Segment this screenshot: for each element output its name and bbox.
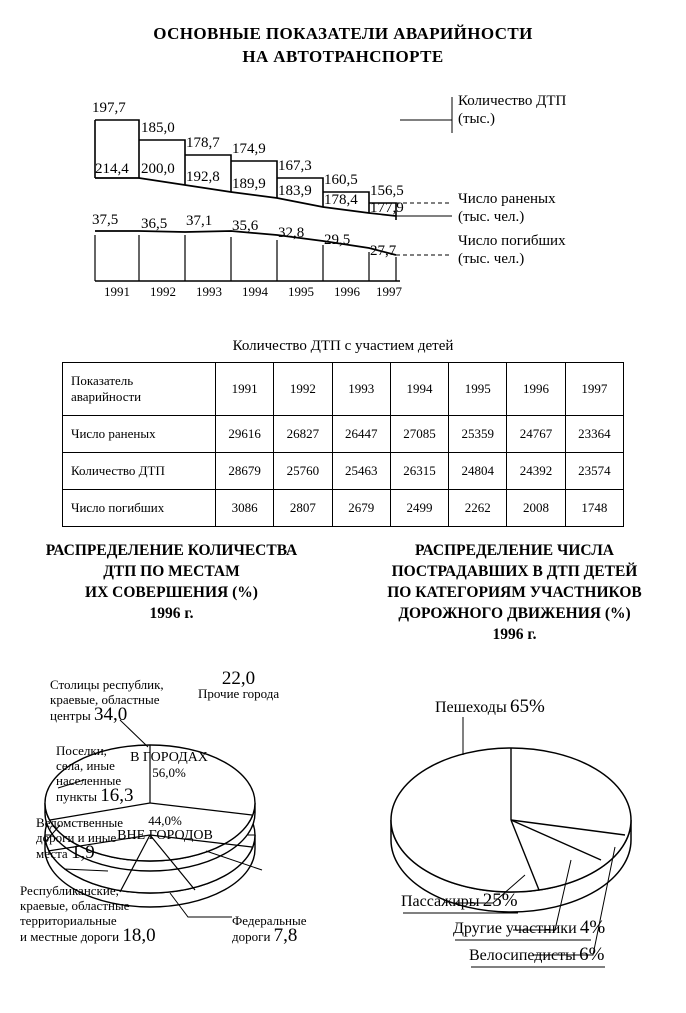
right-pie-title-year: 1996 г.	[492, 626, 537, 643]
callout-cyclists	[469, 944, 605, 965]
callout-departmental-l2: дороги и иные	[36, 830, 117, 845]
callout-federal-roads	[232, 913, 340, 944]
table-cell: 28679	[216, 453, 274, 490]
table-cell: 23364	[565, 416, 623, 453]
left-pie-title-line1: РАСПРЕДЕЛЕНИЕ КОЛИЧЕСТВА	[45, 542, 298, 559]
callout-capitals	[50, 677, 200, 723]
callout-cyclists-label: Велосипедисты	[469, 947, 576, 964]
left-pie-chart	[0, 655, 343, 1008]
callout-capitals-l1: Столицы республик,	[50, 677, 164, 692]
right-pie-chart	[343, 655, 686, 1008]
table-cell: 3086	[216, 490, 274, 527]
injured-label-1993: 192,8	[186, 169, 220, 185]
x-axis-year-1992: 1992	[150, 284, 176, 299]
table-col-1994: 1994	[390, 363, 448, 416]
in-cities-value: 56,0%	[152, 765, 186, 780]
callout-passengers-value: 25%	[482, 890, 518, 911]
table-cell: 2679	[332, 490, 390, 527]
table-cell: 29616	[216, 416, 274, 453]
killed-label-1997: 27,7	[370, 243, 397, 259]
callout-other-cities-value: 22,0	[221, 668, 256, 689]
left-pie-title	[0, 540, 343, 624]
callout-settlements-value: 16,3	[100, 785, 134, 806]
callout-other-cities	[198, 668, 280, 701]
callout-federal-l1: Федеральные	[232, 913, 307, 928]
callout-pedestrians	[435, 696, 545, 717]
right-pie-title-line2: ПОСТРАДАВШИХ В ДТП ДЕТЕЙ	[391, 563, 638, 580]
legend-killed-line2: (тыс. чел.)	[458, 251, 525, 267]
callout-republican-l3: территориальные	[20, 913, 117, 928]
table-cell: 2499	[390, 490, 448, 527]
left-pie-title-year: 1996 г.	[149, 605, 194, 622]
right-pie-title-line4: ДОРОЖНОГО ДВИЖЕНИЯ (%)	[398, 605, 631, 622]
dtp-label-1997: 156,5	[370, 183, 404, 199]
table-col-1993: 1993	[332, 363, 390, 416]
callout-departmental-l1: Ведомственные	[36, 815, 124, 830]
callout-settlements-l1: Поселки,	[56, 743, 107, 758]
accident-indicators-chart	[0, 85, 686, 315]
injured-label-1991: 214,4	[95, 161, 129, 177]
injured-label-1994: 189,9	[232, 176, 266, 192]
right-pie-title-line3: ПО КАТЕГОРИЯМ УЧАСТНИКОВ	[387, 584, 642, 601]
callout-other-participants	[453, 917, 606, 938]
table-col-1991: 1991	[216, 363, 274, 416]
table-cell: 27085	[390, 416, 448, 453]
page-title-line1: ОСНОВНЫЕ ПОКАЗАТЕЛИ АВАРИЙНОСТИ	[153, 24, 533, 43]
table-col-1996: 1996	[507, 363, 565, 416]
x-axis-year-1994: 1994	[242, 284, 268, 299]
legend-killed-line1: Число погибших	[458, 233, 566, 249]
table-col-1997: 1997	[565, 363, 623, 416]
callout-republican-l4: и местные дороги	[20, 929, 120, 944]
callout-settlements-l3: населенные	[56, 773, 122, 788]
dtp-label-1992: 185,0	[141, 120, 175, 136]
right-pie-title	[343, 540, 686, 645]
table-row	[63, 490, 624, 527]
callout-departmental-l3: места	[36, 846, 68, 861]
callout-other-cities-label: Прочие города	[198, 686, 280, 701]
callout-capitals-l3: центры	[50, 708, 91, 723]
x-axis-year-1996: 1996	[334, 284, 360, 299]
callout-federal-l2: дороги	[232, 929, 271, 944]
callout-pedestrians-value: 65%	[509, 696, 545, 717]
table-cell: 25463	[332, 453, 390, 490]
table-cell: 24804	[449, 453, 507, 490]
callout-federal-value: 7,8	[273, 925, 298, 946]
killed-label-1992: 36,5	[141, 216, 168, 232]
table-header-row	[63, 363, 624, 416]
callout-settlements-l2: села, иные	[56, 758, 115, 773]
in-cities-label: В ГОРОДАХ	[130, 750, 208, 765]
x-axis-year-1993: 1993	[196, 284, 222, 299]
killed-label-1995: 32,8	[278, 225, 305, 241]
injured-label-1996: 178,4	[324, 192, 358, 208]
left-pie-title-line3: ИХ СОВЕРШЕНИЯ (%)	[85, 584, 258, 601]
killed-label-1993: 37,1	[186, 213, 213, 229]
out-cities-group	[100, 813, 230, 843]
dtp-label-1993: 178,7	[186, 135, 220, 151]
table-col-1995: 1995	[449, 363, 507, 416]
table-cell: 24392	[507, 453, 565, 490]
killed-label-1996: 29,5	[324, 232, 351, 248]
callout-cyclists-value: 6%	[579, 944, 605, 965]
legend-leader-lines	[396, 97, 452, 255]
table-cell: 2008	[507, 490, 565, 527]
injured-label-1992: 200,0	[141, 161, 175, 177]
table-row-label-killed: Число погибших	[63, 490, 216, 527]
table-caption: Количество ДТП с участием детей	[232, 338, 454, 354]
table-cell: 26447	[332, 416, 390, 453]
table-col-1992: 1992	[274, 363, 332, 416]
callout-republican-l1: Республиканские,	[20, 883, 119, 898]
legend-dtp-line2: (тыс.)	[458, 111, 496, 127]
legend-injured-line2: (тыс. чел.)	[458, 209, 525, 225]
callout-passengers-label: Пассажиры	[401, 893, 480, 910]
callout-other-participants-value: 4%	[579, 917, 606, 938]
chart-ticks	[95, 235, 396, 281]
table-corner-cell	[63, 363, 216, 416]
x-axis-year-1995: 1995	[288, 284, 314, 299]
table-cell: 25760	[274, 453, 332, 490]
table-cell: 2807	[274, 490, 332, 527]
table-cell: 2262	[449, 490, 507, 527]
callout-other-participants-label: Другие участники	[453, 920, 577, 937]
table-cell: 26315	[390, 453, 448, 490]
killed-label-1991: 37,5	[92, 212, 119, 228]
callout-republican-roads	[20, 883, 220, 944]
callout-republican-value: 18,0	[122, 925, 156, 946]
left-pie-title-line2: ДТП ПО МЕСТАМ	[103, 563, 240, 580]
children-accidents-table	[62, 362, 624, 527]
table-corner-line2: аварийности	[71, 389, 142, 404]
legend-dtp-line1: Количество ДТП	[458, 93, 567, 109]
dtp-label-1991: 197,7	[92, 100, 126, 116]
right-pie-title-line1: РАСПРЕДЕЛЕНИЕ ЧИСЛА	[415, 542, 614, 559]
legend-injured-line1: Число раненых	[458, 191, 556, 207]
table-cell: 26827	[274, 416, 332, 453]
x-axis-year-1991: 1991	[104, 284, 130, 299]
dtp-label-1995: 167,3	[278, 158, 312, 174]
x-axis-year-1997: 1997	[376, 284, 402, 299]
table-row-label-dtp: Количество ДТП	[63, 453, 216, 490]
table-row	[63, 416, 624, 453]
page-title	[0, 22, 686, 68]
dtp-label-1994: 174,9	[232, 141, 266, 157]
table-corner-line1: Показатель	[71, 373, 134, 388]
out-cities-value: 44,0%	[148, 813, 182, 828]
table-row	[63, 453, 624, 490]
table-cell: 25359	[449, 416, 507, 453]
injured-label-1995: 183,9	[278, 183, 312, 199]
table-row-label-injured: Число раненых	[63, 416, 216, 453]
table-cell: 24767	[507, 416, 565, 453]
dtp-label-1996: 160,5	[324, 172, 358, 188]
callout-passengers	[401, 890, 518, 911]
out-cities-label: ВНЕ ГОРОДОВ	[117, 828, 213, 843]
callout-republican-l2: краевые, областные	[20, 898, 130, 913]
table-cell: 23574	[565, 453, 623, 490]
table-cell: 1748	[565, 490, 623, 527]
callout-departmental-value: 1,9	[70, 842, 95, 863]
in-cities-group	[114, 750, 224, 780]
page-title-line2: НА АВТОТРАНСПОРТЕ	[242, 47, 444, 66]
callout-capitals-l2: краевые, областные	[50, 692, 160, 707]
callout-capitals-value: 34,0	[94, 704, 128, 725]
killed-label-1994: 35,6	[232, 218, 259, 234]
callout-pedestrians-label: Пешеходы	[435, 699, 507, 716]
callout-settlements-l4: пункты	[56, 789, 97, 804]
injured-label-1997: 177,9	[370, 200, 404, 216]
